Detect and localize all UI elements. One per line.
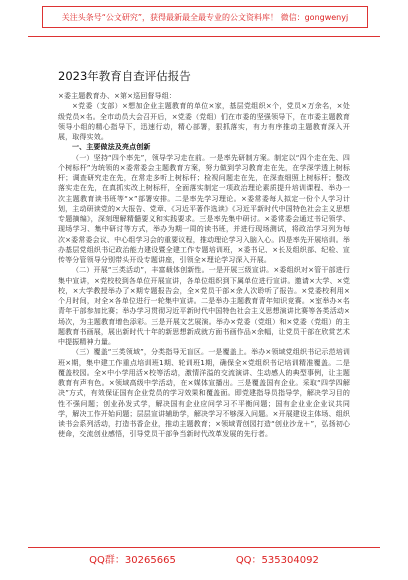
salutation: ×委主题教育办、×第×巡回督导组： bbox=[58, 92, 176, 100]
document-body bbox=[58, 91, 350, 531]
header-divider bbox=[28, 36, 380, 37]
intro-paragraph: ×党委（支部）×想加企业主题教育的单位×家，基层党组织×个，党员×万余名，×处级党员×名。全市动员大会召开后，×党委（党组）们在市委的坚强领导下，在市委主题教育领导小组的精心指导下，迅速行动，精心部署，狠抓落实，有力有序推动主题教育深入开展，取得实效。 bbox=[58, 102, 350, 141]
footer-qq: QQ：535304092 bbox=[235, 555, 319, 566]
footer bbox=[0, 551, 408, 566]
promo-banner bbox=[42, 6, 368, 28]
section-paragraph-1: （一）坚持“四个率先”，领导学习走在前。一是率先研制方案。制定以“四个走在先、四个树标杆”为统领的×委常委会主题教育方案，努力做到学习教育走在先，在学深学透上树标杆；调查研究走在先，在常走多听上树标杆；检视问题走在先，在深查细照上树标杆；整改落实走在先，在真抓实改上树标杆，全面落实制定一项政治理论素质提升培训课程、举办一次主题教育读书班等“×”部署安排。二是率先学习理论。×委常委每人拟定一份个人学习计划，主动研读党的×大报告、党章、《习近平著作选读》《习近平新时代中国特色社会主义思想专题摘编》，深刻理解精髓要义和实践要求。三是率先集中研讨。×委常委会通过书记领学、现场学习、集中研讨等方式，举办为期一周的读书班，并进行现场测试，将政治学习列为每次×委常委会议、中心组学习会的重要议程，推动理论学习入脑入心。四是率先开展培训。举办基层党组织书记政治能力建设暨全建工作专题培训班，×委书记、×长及组织部、纪检、宣传等分管领导分别带头开设专题讲座，引领全×理论学习深入开展。 bbox=[58, 153, 350, 264]
promo-banner-text: 关注头条号“公文研究”，获得最新最全最专业的公文资料库！ 微信：gongwenyj bbox=[61, 12, 349, 22]
footer-qq-group: QQ群：30265665 bbox=[89, 555, 176, 566]
section-paragraph-2: （二）开展“三类活动”，丰富载体创新性。一是开展三级宣讲。×委组织对×管干部进行集中宣讲，×党校校到各单位开展宣讲，各单位组织到下属单位进行宣讲。邀请×大学、×党校，×大学教授举办了×期专题报告会，全×党员干部×余人次聆听了报告。×党委校利用×个月时间，对全×各单位进行一轮集中宣讲。二是举办主题教育青年知识竞赛。×室举办×名青年干部参加比赛；举办学习贯彻习近平新时代中国特色社会主义思想演讲比赛等各类活动×场次，为主题教育增色添彩。三是开展文艺展演。举办×党委（党组）和×党委（党组）的主题教育书画展，展出新时代十年的新思想新成就方面书画作品×余幅，让党员干部在欣赏艺术中提振精神力量。 bbox=[58, 266, 350, 346]
section-heading: 一、主要做法及亮点创新 bbox=[72, 143, 151, 152]
document-title: 2023年教育自查评估报告 bbox=[58, 69, 191, 83]
section-paragraph-3: （三）覆盖“三类领域”，分类指导无盲区。一是覆盖上。举办×领域党组织书记示范培训班×期，集中建工作重点培训班1期、轮训班1期，确保全×党组织书记培训精准覆盖。二是覆盖校园。全×中小学用活×校等活动，激情洋溢的交流演讲、生动感人的典型事例，让主题教育有声有色。×领域高级中学活动，在×媒体宣播出。三是覆盖国有企业。采取“四学四解决”方式，有效保证国有企业党员的学习效果和覆盖面。即党建指导员指导学，解决学习目的性不强问题；创业孙发式学，解决国有企业应问学习不平衡问题；国有企业业企业议共同学，解决工作开始问题；层层宣讲辅助学，解决学习不够深入问题。×开展建设主体场、组织读书会系列活动，打造书香企业，推动主题教育；×领域青创园打造“创业沙龙＋”，弘扬初心使命，交流创业感悟，引导党员干部争当新时代改革发展的先行者。 bbox=[58, 348, 350, 439]
footer-divider bbox=[28, 547, 380, 548]
